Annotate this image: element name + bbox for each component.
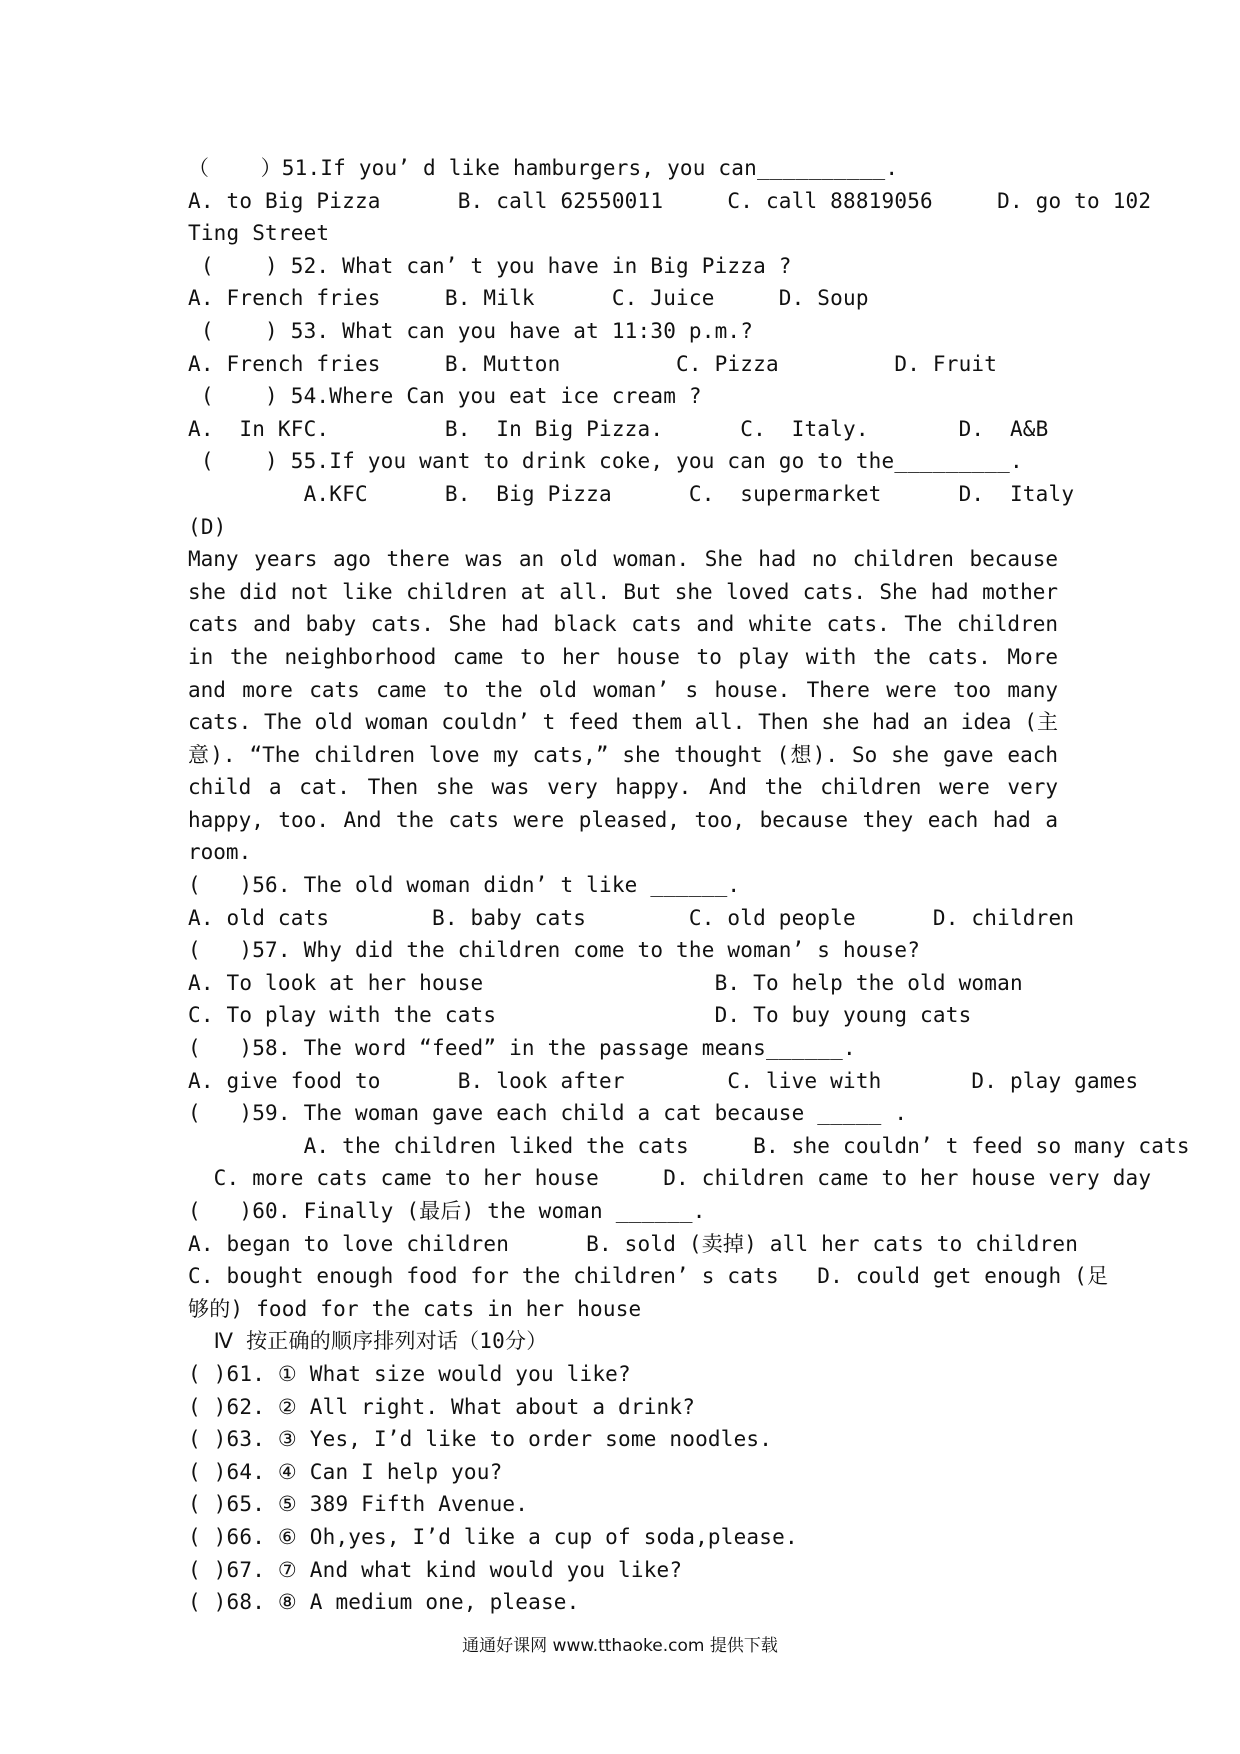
- dialogue-line-65: ( )65. ⑤ 389 Fifth Avenue.: [188, 1492, 529, 1517]
- reading-passage: Many years ago there was an old woman. She had no children because she did not like children at all. But she loved cats. She had mother cats and baby cats. She had black cats and white cats. The children in the neighborhood came to her house to play with the cats. More and more cats came to the old woman’ s house. There were too many cats. The old woman couldn’ t feed them all. Then she had an idea (主意). “The children love my cats,” she thought (想). So she gave each child a cat. Then she was very happy. And the children were very happy, too. And the cats were pleased, too, because they each had a room.: [188, 547, 1058, 865]
- question-54: ( ) 54.Where Can you eat ice cream ?: [188, 384, 702, 409]
- page-footer: 通通好课网 www.tthaoke.com 提供下载: [462, 1636, 778, 1656]
- dialogue-line-68: ( )68. ⑧ A medium one, please.: [188, 1590, 580, 1615]
- question-60-options-cd: C. bought enough food for the children’ s cats D. could get enough (足: [188, 1264, 1109, 1289]
- question-52: ( ) 52. What can’ t you have in Big Pizza ?: [188, 253, 792, 278]
- dialogue-line-61: ( )61. ① What size would you like?: [188, 1361, 631, 1386]
- question-56-options: A. old cats B. baby cats C. old people D. children: [188, 905, 1075, 930]
- question-51-options-cont: Ting Street: [188, 221, 330, 246]
- question-55: ( ) 55.If you want to drink coke, you can go to the_________.: [188, 449, 1023, 474]
- question-56: ( )56. The old woman didn’ t like ______.: [188, 873, 741, 898]
- question-59: ( )59. The woman gave each child a cat because _____ .: [188, 1101, 908, 1126]
- question-53: ( ) 53. What can you have at 11:30 p.m.?: [188, 318, 754, 343]
- section-d: [188, 511, 1190, 1326]
- section-d-heading: (D): [188, 514, 227, 539]
- question-57: ( )57. Why did the children come to the woman’ s house?: [188, 938, 921, 963]
- question-51-options: A. to Big Pizza B. call 62550011 C. call 88819056 D. go to 102: [188, 188, 1152, 213]
- dialogue-line-67: ( )67. ⑦ And what kind would you like?: [188, 1557, 683, 1582]
- dialogue-line-62: ( )62. ② All right. What about a drink?: [188, 1394, 696, 1419]
- section-c-questions: [188, 152, 1152, 511]
- question-60-options-ab: A. began to love children B. sold (卖掉) all her cats to children: [188, 1231, 1079, 1256]
- question-53-options: A. French fries B. Mutton C. Pizza D. Fruit: [188, 351, 998, 376]
- worksheet-page: [188, 152, 1190, 1619]
- question-57-options-cd: C. To play with the cats D. To buy young cats: [188, 1003, 972, 1028]
- question-51: （ ）51.If you’ d like hamburgers, you can__________.: [188, 156, 899, 180]
- question-54-options: A. In KFC. B. In Big Pizza. C. Italy. D. A&B: [188, 416, 1049, 441]
- question-52-options: A. French fries B. Milk C. Juice D. Soup: [188, 286, 869, 311]
- section-iv-heading: Ⅳ 按正确的顺序排列对话（10分）: [188, 1329, 548, 1354]
- dialogue-line-66: ( )66. ⑥ Oh,yes, I’d like a cup of soda,please.: [188, 1524, 798, 1549]
- question-55-options: A.KFC B. Big Pizza C. supermarket D. Italy: [188, 481, 1075, 506]
- question-60-options-cont: 够的) food for the cats in her house: [188, 1296, 642, 1321]
- dialogue-line-64: ( )64. ④ Can I help you?: [188, 1459, 503, 1484]
- question-57-options-ab: A. To look at her house B. To help the old woman: [188, 970, 1023, 995]
- question-58-options: A. give food to B. look after C. live with D. play games: [188, 1068, 1139, 1093]
- question-60: ( )60. Finally (最后) the woman ______.: [188, 1199, 706, 1223]
- section-iv: [188, 1325, 1058, 1618]
- dialogue-line-63: ( )63. ③ Yes, I’d like to order some noodles.: [188, 1427, 773, 1452]
- question-59-options-cd: C. more cats came to her house D. children came to her house very day: [188, 1166, 1152, 1191]
- question-59-options-ab: A. the children liked the cats B. she couldn’ t feed so many cats: [188, 1133, 1190, 1158]
- question-58: ( )58. The word “feed” in the passage means______.: [188, 1036, 856, 1061]
